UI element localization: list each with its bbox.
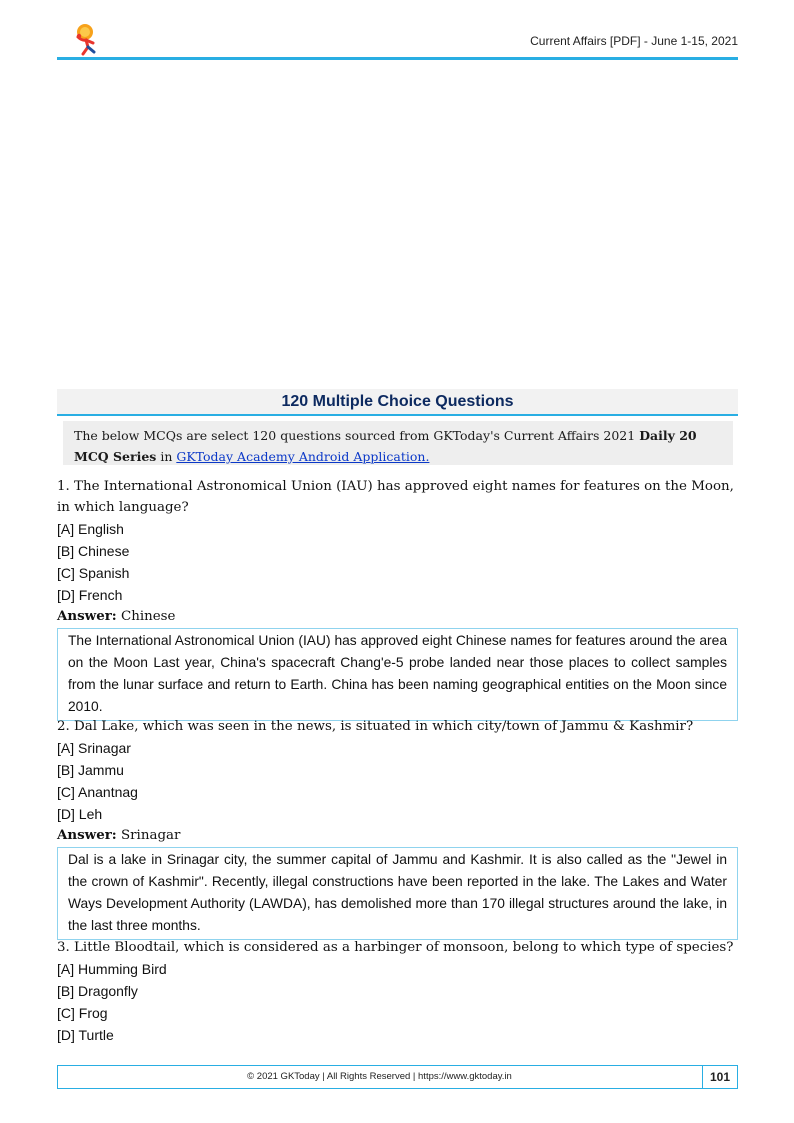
page-footer xyxy=(57,1065,738,1089)
option-c: [C] Frog xyxy=(57,1005,108,1021)
page-number: 101 xyxy=(702,1066,737,1088)
intro-connector: in xyxy=(156,449,177,464)
option-b: [B] Dragonfly xyxy=(57,983,138,999)
app-link[interactable]: GKToday Academy Android Application. xyxy=(176,449,430,464)
option-b: [B] Chinese xyxy=(57,543,130,559)
document-title: Current Affairs [PDF] - June 1-15, 2021 xyxy=(530,34,738,48)
intro-series-name: Daily 20 MCQ Series xyxy=(74,428,697,464)
answer-line xyxy=(57,606,738,627)
option-b: [B] Jammu xyxy=(57,762,124,778)
section-heading: 120 Multiple Choice Questions xyxy=(57,389,738,416)
footer-copyright: © 2021 GKToday | All Rights Reserved | https://www.gktoday.in xyxy=(247,1071,512,1082)
question-block-3 xyxy=(57,937,738,1046)
option-a: [A] English xyxy=(57,521,124,537)
page-header xyxy=(57,22,738,60)
answer-value: Srinagar xyxy=(120,828,181,843)
option-d: [D] Turtle xyxy=(57,1027,114,1043)
intro-text: The below MCQs are select 120 questions sourced from GKToday's Current Affairs 2021 xyxy=(74,428,640,443)
option-a: [A] Srinagar xyxy=(57,740,131,756)
option-c: [C] Anantnag xyxy=(57,784,138,800)
question-text: 1. The International Astronomical Union (IAU) has approved eight names for features on the Moon, in which language? xyxy=(57,479,734,515)
answer-label: Answer: xyxy=(57,827,117,843)
option-c: [C] Spanish xyxy=(57,565,130,581)
question-text: 2. Dal Lake, which was seen in the news, is situated in which city/town of Jammu & Kashmir? xyxy=(57,719,694,734)
option-a: [A] Humming Bird xyxy=(57,961,167,977)
answer-label: Answer: xyxy=(57,608,117,624)
question-block-2 xyxy=(57,716,738,940)
explanation-box: Dal is a lake in Srinagar city, the summer capital of Jammu and Kashmir. It is also called as the "Jewel in the crown of Kashmir". Recently, illegal constructions have been reported in the lake. The Lakes and Water Ways Development Authority (LAWDA), has demolished more than 170 illegal structures around the lake, in the last three months. xyxy=(57,847,738,940)
explanation-box: The International Astronomical Union (IAU) has approved eight Chinese names for features around the area on the Moon Last year, China's spacecraft Chang'e-5 probe landed near those places to collect samples from the lunar surface and return to Earth. China has been naming geographical entities on the Moon since 2010. xyxy=(57,628,738,721)
gktoday-logo-icon xyxy=(68,23,102,57)
option-d: [D] Leh xyxy=(57,806,103,822)
option-d: [D] French xyxy=(57,587,123,603)
answer-line xyxy=(57,825,738,846)
intro-box xyxy=(63,421,733,465)
question-text: 3. Little Bloodtail, which is considered as a harbinger of monsoon, belong to which type of species? xyxy=(57,940,734,955)
question-block-1 xyxy=(57,476,738,721)
answer-value: Chinese xyxy=(120,609,176,624)
